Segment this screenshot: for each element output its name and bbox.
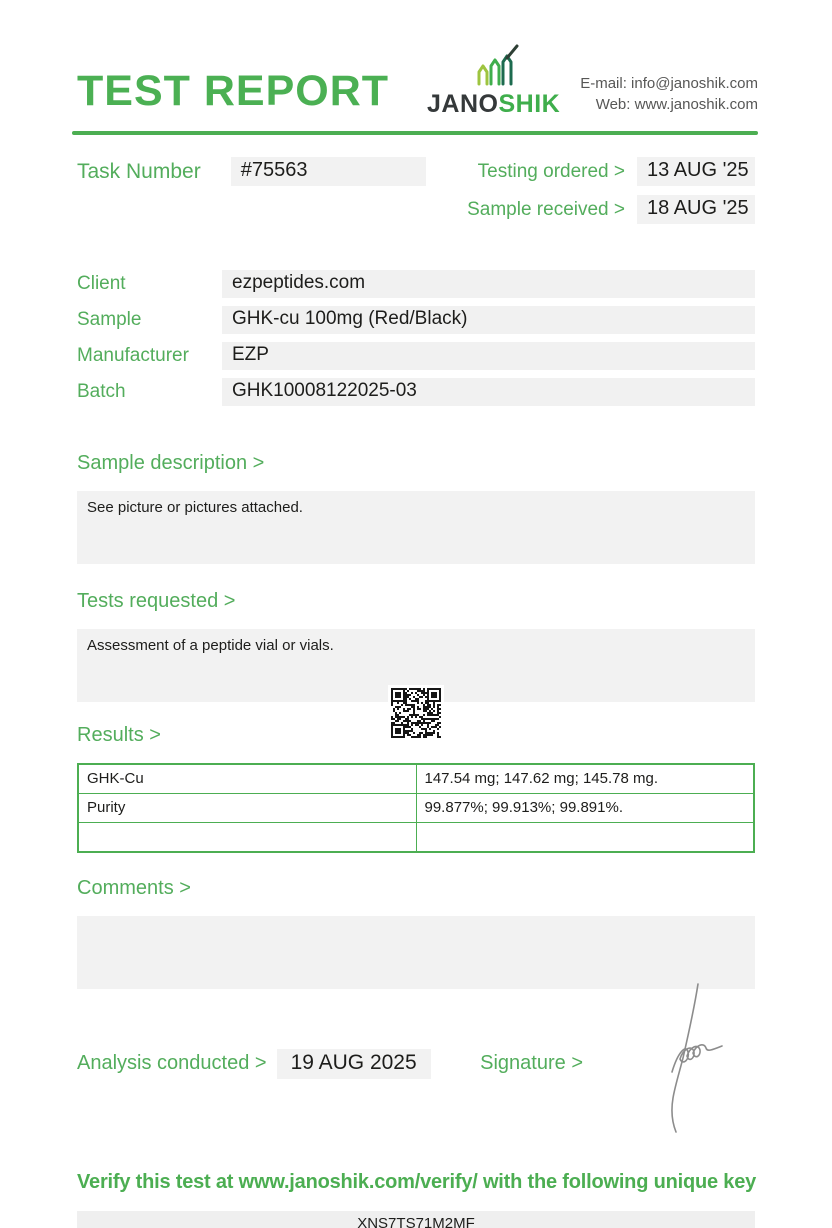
- result-value: 147.54 mg; 147.62 mg; 145.78 mg.: [416, 764, 754, 794]
- logo-text-dark: JANO: [427, 90, 499, 118]
- logo-text-green: SHIK: [498, 90, 561, 118]
- result-name: Purity: [78, 794, 416, 823]
- info-row-client: [77, 270, 755, 298]
- sample-label: Sample: [77, 309, 142, 330]
- results-table: [77, 763, 755, 853]
- dates-block: [467, 157, 755, 224]
- info-row-batch: [77, 378, 755, 406]
- unique-key: XNS7TS71M2MF: [357, 1215, 475, 1228]
- sample-received-value: 18 AUG '25: [637, 195, 755, 224]
- batch-value: GHK10008122025-03: [222, 378, 755, 406]
- contact-email: E-mail: info@janoshik.com: [580, 75, 758, 92]
- analysis-conducted-label: Analysis conducted >: [77, 1052, 267, 1074]
- testing-ordered-label: Testing ordered >: [477, 160, 625, 182]
- info-row-manufacturer: [77, 342, 755, 370]
- signature-label: Signature >: [480, 1052, 583, 1074]
- signature-image: [646, 982, 736, 1134]
- page-title: TEST REPORT: [77, 67, 390, 115]
- contact-web: Web: www.janoshik.com: [595, 96, 758, 113]
- client-label: Client: [77, 273, 126, 294]
- manufacturer-value: EZP: [222, 342, 755, 370]
- results-label: Results >: [77, 724, 161, 746]
- analysis-conducted-row: [77, 1049, 431, 1079]
- manufacturer-label: Manufacturer: [77, 345, 189, 366]
- header: [0, 0, 832, 117]
- batch-label: Batch: [77, 381, 126, 402]
- result-value: [416, 823, 754, 852]
- analysis-conducted-value: 19 AUG 2025: [277, 1049, 431, 1079]
- result-name: [78, 823, 416, 852]
- sample-received-label: Sample received >: [467, 198, 625, 220]
- comments-label: Comments >: [77, 876, 191, 899]
- table-row: [78, 794, 754, 823]
- logo-wordmark: [427, 92, 560, 117]
- tests-requested-panel: Assessment of a peptide vial or vials.: [77, 629, 755, 702]
- janoshik-logo: [427, 44, 560, 117]
- unique-key-bar: [77, 1211, 755, 1228]
- sample-description-panel: See picture or pictures attached.: [77, 491, 755, 564]
- info-row-sample: [77, 306, 755, 334]
- result-name: GHK-Cu: [78, 764, 416, 794]
- sample-info-block: [0, 270, 832, 406]
- testing-ordered-value: 13 AUG '25: [637, 157, 755, 186]
- table-row: [78, 764, 754, 794]
- header-divider: [72, 131, 758, 135]
- sample-received-row: [467, 195, 755, 224]
- table-row: [78, 823, 754, 852]
- sample-description-label: Sample description >: [77, 452, 265, 474]
- contact-info: [580, 73, 758, 117]
- task-number-value: #75563: [231, 157, 426, 186]
- client-value: ezpeptides.com: [222, 270, 755, 298]
- result-value: 99.877%; 99.913%; 99.891%.: [416, 794, 754, 823]
- task-dates-block: [0, 157, 832, 224]
- testing-ordered-row: [478, 157, 755, 186]
- task-number-label: Task Number: [77, 159, 201, 183]
- tests-requested-label: Tests requested >: [77, 590, 236, 612]
- qr-code: [388, 685, 444, 741]
- growth-chart-icon: [467, 44, 521, 88]
- task-number-row: [77, 157, 426, 186]
- sample-value: GHK-cu 100mg (Red/Black): [222, 306, 755, 334]
- comments-panel: [77, 916, 755, 989]
- verify-instruction: Verify this test at www.janoshik.com/verify/ with the following unique key: [77, 1170, 757, 1193]
